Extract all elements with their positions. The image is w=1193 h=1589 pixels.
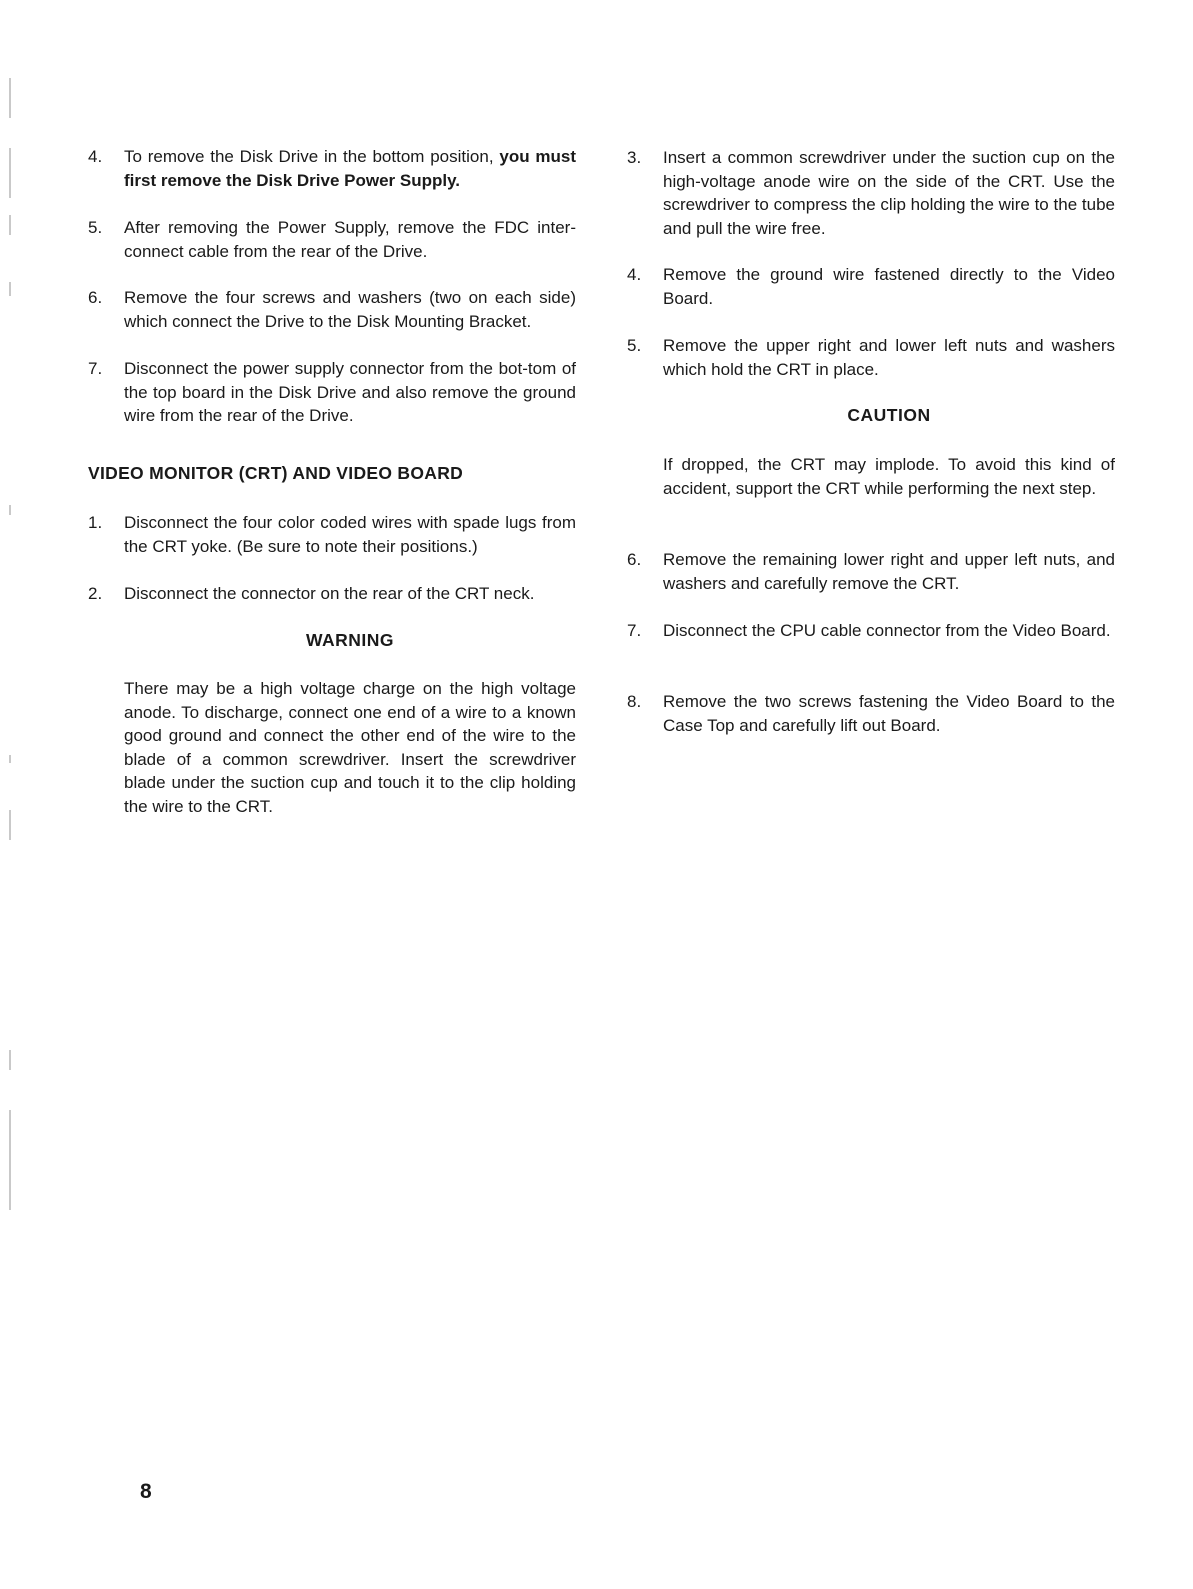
caution-text: If dropped, the CRT may implode. To avoid this kind of accident, support the CRT while performing the next step. xyxy=(663,455,1115,498)
list-item xyxy=(88,582,576,606)
item-text: Remove the two screws fastening the Video Board to the Case Top and carefully lift out Board. xyxy=(663,692,1115,735)
item-text: Disconnect the CPU cable connector from the Video Board. xyxy=(663,621,1111,640)
item-text: To remove the Disk Drive in the bottom position, you must first remove the Disk Drive Power Supply. xyxy=(124,147,576,190)
list-item xyxy=(627,263,1115,310)
list-item xyxy=(627,146,1115,240)
caution-title: CAUTION xyxy=(847,405,931,425)
list-item xyxy=(88,286,576,333)
item-text: Remove the upper right and lower left nuts and washers which hold the CRT in place. xyxy=(663,336,1115,379)
list-item xyxy=(627,690,1115,737)
item-text: Disconnect the power supply connector from the bot-tom of the top board in the Disk Drive and also remove the ground wire from the rear of the Drive. xyxy=(124,359,576,426)
item-text: Remove the four screws and washers (two on each side) which connect the Drive to the Disk Mounting Bracket. xyxy=(124,288,576,331)
item-number: 2. xyxy=(88,584,103,603)
item-number: 8. xyxy=(627,692,642,711)
section-heading: VIDEO MONITOR (CRT) AND VIDEO BOARD xyxy=(88,463,464,483)
list-item xyxy=(627,334,1115,381)
item-text: Remove the remaining lower right and upper left nuts, and washers and carefully remove the CRT. xyxy=(663,550,1115,593)
item-text: Disconnect the four color coded wires with spade lugs from the CRT yoke. (Be sure to note their positions.) xyxy=(124,513,576,556)
warning-title: WARNING xyxy=(305,630,395,650)
item-number: 4. xyxy=(88,147,103,166)
item-number: 3. xyxy=(627,148,642,167)
list-item xyxy=(88,511,576,558)
scan-edge-marks xyxy=(9,70,13,1220)
list-item xyxy=(627,619,1115,643)
item-emphasis: you must first remove the Disk Drive Power Supply. xyxy=(124,147,576,190)
item-text: After removing the Power Supply, remove the FDC inter-connect cable from the rear of the Drive. xyxy=(124,218,576,261)
list-item xyxy=(88,357,576,428)
item-text: Disconnect the connector on the rear of the CRT neck. xyxy=(124,584,535,603)
list-item xyxy=(88,145,576,192)
page-number: 8 xyxy=(140,1480,152,1503)
item-number: 4. xyxy=(627,265,642,284)
item-number: 6. xyxy=(627,550,642,569)
item-number: 5. xyxy=(88,218,103,237)
list-item xyxy=(627,548,1115,595)
warning-text: There may be a high voltage charge on the high voltage anode. To discharge, connect one end of a wire to a known good ground and connect the other end of the wire to the blade of a common screwdriver. Insert the screwdriver blade under the suction cup and touch it to the clip holding the wire to the CRT. xyxy=(124,679,576,816)
item-number: 1. xyxy=(88,513,103,532)
item-text: Insert a common screwdriver under the suction cup on the high-voltage anode wire on the side of the CRT. Use the screwdriver to compress the clip holding the wire to the tube and pull the wire free. xyxy=(663,148,1115,238)
list-item xyxy=(88,216,576,263)
item-number: 5. xyxy=(627,336,642,355)
item-number: 7. xyxy=(88,359,103,378)
item-number: 7. xyxy=(627,621,642,640)
item-number: 6. xyxy=(88,288,103,307)
item-text: Remove the ground wire fastened directly to the Video Board. xyxy=(663,265,1115,308)
